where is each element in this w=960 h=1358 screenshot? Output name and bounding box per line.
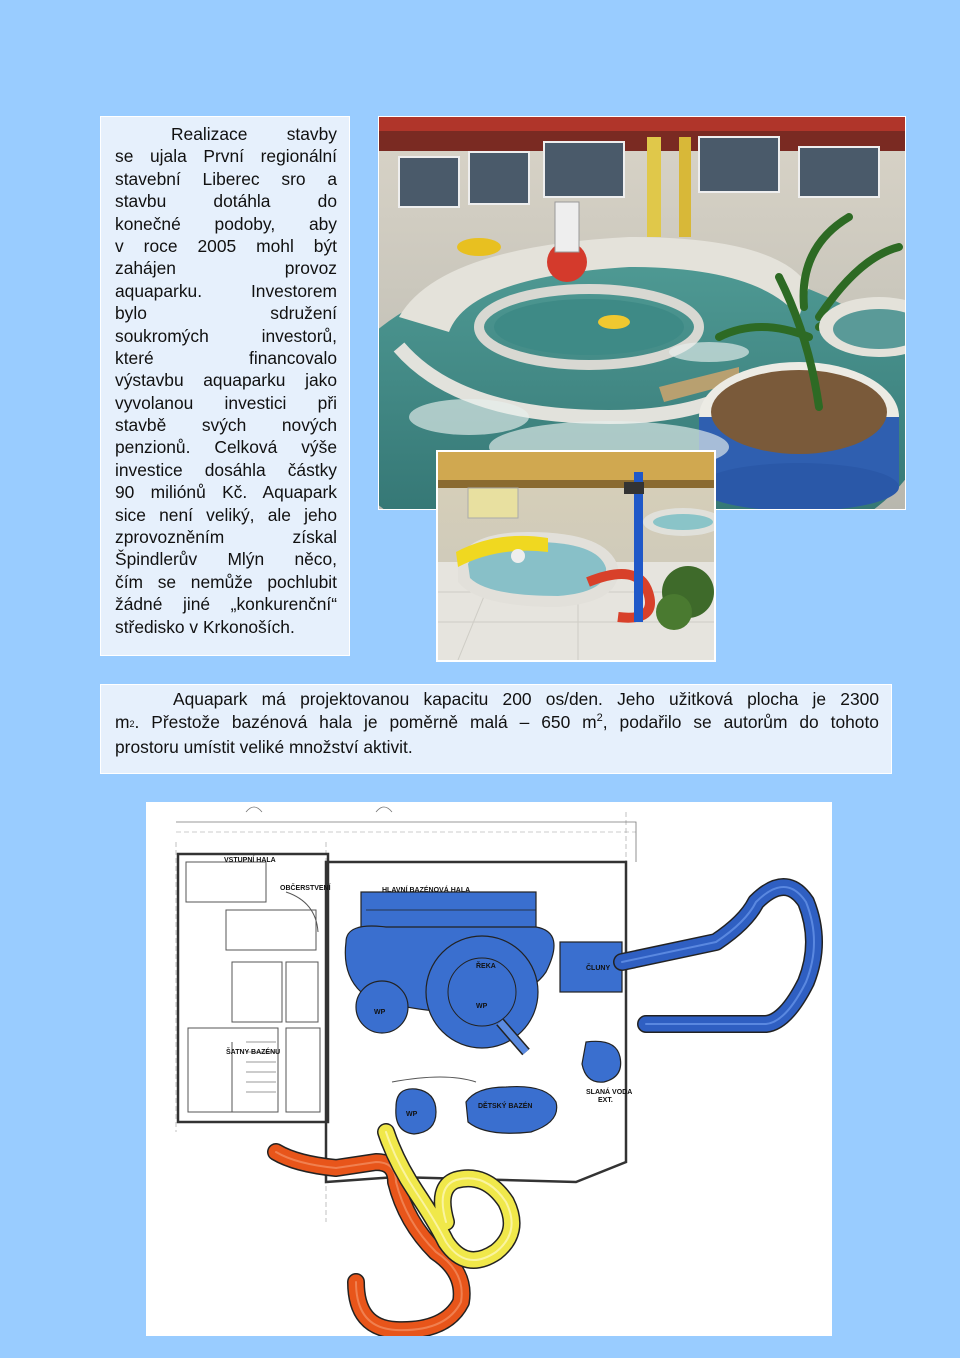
caption-fragment: m	[115, 712, 130, 732]
text-line: zahájen provoz	[115, 258, 337, 279]
text-line: vyvolanou investici při	[115, 392, 337, 413]
kids-pool-photo	[436, 450, 716, 662]
text-line: konečné podoby, aby	[115, 213, 337, 234]
text-line: stavbě svých nových	[115, 415, 337, 436]
caption-line: Aquapark má projektovanou kapacitu 200 os/den. Jeho užitková plocha je 2300	[173, 689, 879, 709]
caption-line: prostoru umístit veliké množství aktivit.	[115, 737, 413, 757]
label-wp-center: WP	[476, 1003, 488, 1010]
label-slana-voda: SLANÁ VODA	[586, 1089, 633, 1096]
label-satny: ŠATNY BAZÉNU	[226, 1049, 281, 1056]
intro-text-box	[100, 116, 350, 656]
text-line: bylo sdružení	[115, 303, 337, 324]
text-line: penzionů. Celková výše	[115, 437, 337, 458]
label-hlavni-hala: HLAVNÍ BAZÉNOVÁ HALA	[382, 887, 471, 894]
label-slana-voda-ext: EXT.	[598, 1097, 613, 1104]
caption-superscript: 2	[596, 712, 603, 724]
caption-line	[115, 711, 879, 736]
text-line: středisko v Krkonoších.	[115, 616, 295, 637]
text-line: 90 miliónů Kč. Aquapark	[115, 482, 337, 503]
label-wp-left: WP	[374, 1009, 386, 1016]
label-detsky-bazen: DĚTSKÝ BAZÉN	[478, 1103, 533, 1110]
text-line: které financovalo	[115, 347, 337, 368]
text-line: sice není veliký, ale jeho	[115, 504, 337, 525]
label-wp-bottom: WP	[406, 1111, 418, 1118]
text-line: čím se nemůže pochlubit	[115, 571, 337, 592]
label-vstupni-hala: VSTUPNÍ HALA	[224, 857, 276, 864]
caption-superscript: 2	[129, 719, 135, 729]
capacity-caption-box	[100, 684, 892, 774]
text-line: žádné jiné „konkurenční“	[115, 594, 337, 615]
text-line: v roce 2005 mohl být	[115, 235, 337, 256]
text-line: se ujala První regionální	[115, 146, 337, 167]
label-obcerstveni: OBČERSTVENÍ	[280, 885, 331, 892]
text-line: výstavbu aquaparku jako	[115, 370, 337, 391]
text-line: aquaparku. Investorem	[115, 280, 337, 301]
caption-fragment: . Přestože bazénová hala je poměrně malá – 650 m	[134, 712, 597, 732]
text-line: soukromých investorů,	[115, 325, 337, 346]
floor-plan	[146, 802, 832, 1336]
text-line: investice dosáhla částky	[115, 459, 337, 480]
text-line: stavbu dotáhla do	[115, 191, 337, 212]
label-reka: ŘEKA	[476, 963, 496, 970]
label-cluny: ČLUNY	[586, 965, 611, 972]
text-line: stavební Liberec sro a	[115, 168, 337, 189]
text-line: zprovozněním získal	[115, 527, 337, 548]
text-line: Špindlerův Mlýn něco,	[115, 549, 337, 570]
caption-fragment: , podařilo se autorům do tohoto	[602, 712, 879, 732]
text-line: Realizace stavby	[171, 124, 337, 144]
